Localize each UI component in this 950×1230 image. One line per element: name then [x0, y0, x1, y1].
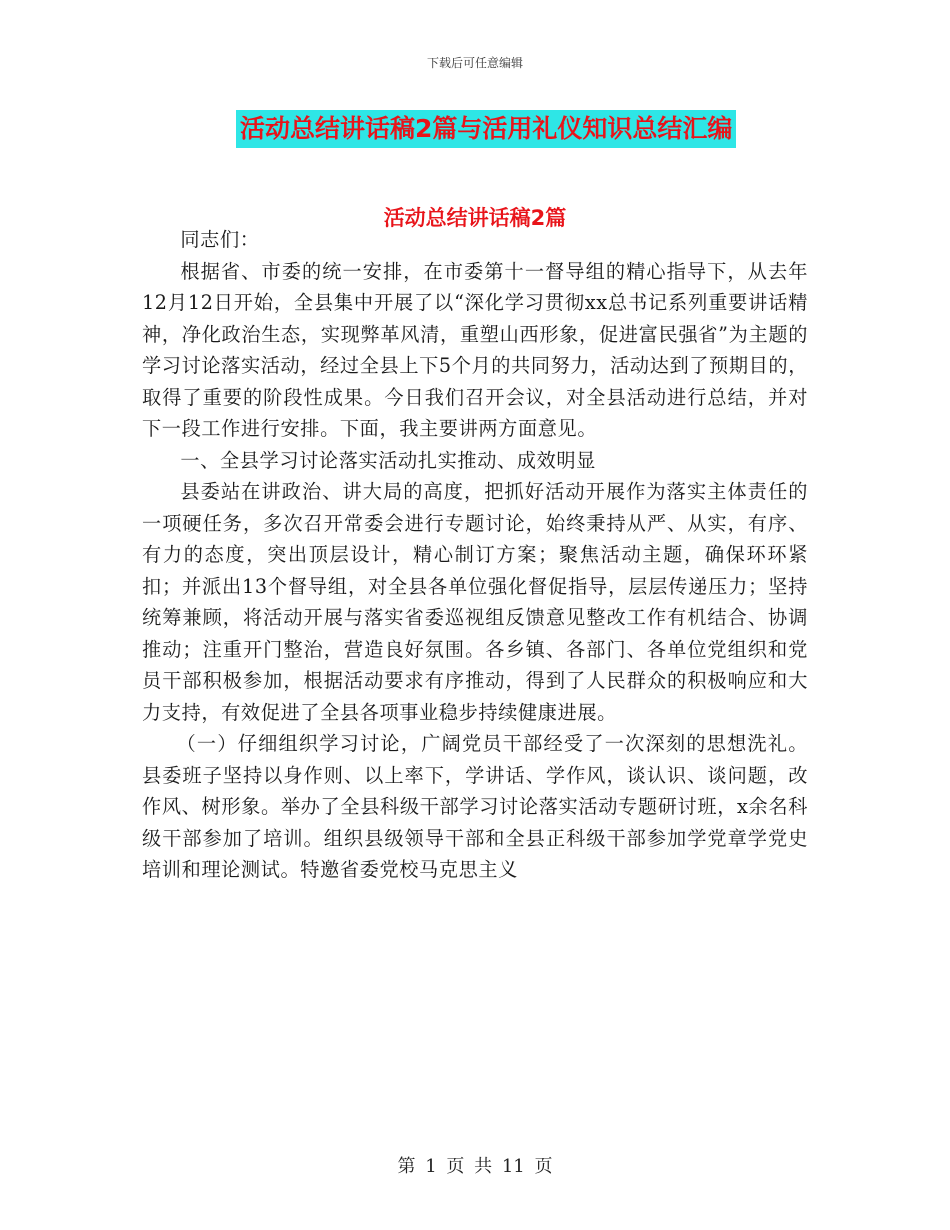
salutation: 同志们：	[180, 228, 260, 251]
subsection-paragraph: （一）仔细组织学习讨论，广阔党员干部经受了一次深刻的思想洗礼。县委班子坚持以身作则、以上率下，学讲话、学作风，谈认识、谈问题，改作风、树形象。举办了全县科级干部学习讨论落实活动专题研讨班，x余名科级干部参加了培训。组织县级领导干部和全县正科级干部参加学党章学党史培训和理论测试。特邀省委党校马克思主义	[142, 732, 808, 881]
body-paragraph: 根据省、市委的统一安排，在市委第十一督导组的精心指导下，从去年12月12日开始，全县集中开展了以“深化学习贯彻xx总书记系列重要讲话精神，净化政治生态，实现弊革风清，重塑山西形象，促进富民强省”为主题的学习讨论落实活动，经过全县上下5个月的共同努力，活动达到了预期目的，取得了重要的阶段性成果。今日我们召开会议，对全县活动进行总结，并对下一段工作进行安排。下面，我主要讲两方面意见。	[142, 259, 808, 440]
section-heading: 一、全县学习讨论落实活动扎实推动、成效明显	[180, 448, 596, 472]
body-paragraph: 县委站在讲政治、讲大局的高度，把抓好活动开展作为落实主体责任的一项硬任务，多次召开常委会进行专题讨论，始终秉持从严、从实，有序、有力的态度，突出顶层设计，精心制订方案；聚焦活动主题，确保环环紧扣；并派出13个督导组，对全县各单位强化督促指导，层层传递压力；坚持统筹兼顾，将活动开展与落实省委巡视组反馈意见整改工作有机结合、协调推动；注重开门整治，营造良好氛围。各乡镇、各部门、各单位党组织和党员干部积极参加，根据活动要求有序推动，得到了人民群众的积极响应和大力支持，有效促进了全县各项事业稳步持续健康进展。	[142, 480, 808, 724]
document-body	[142, 224, 808, 886]
document-title: 活动总结讲话稿2篇与活用礼仪知识总结汇编	[236, 110, 736, 148]
section-title: 活动总结讲话稿2篇	[383, 206, 567, 230]
header-note: 下载后可任意编辑	[426, 56, 523, 70]
page-number: 第 1 页 共 11 页	[397, 1156, 553, 1177]
